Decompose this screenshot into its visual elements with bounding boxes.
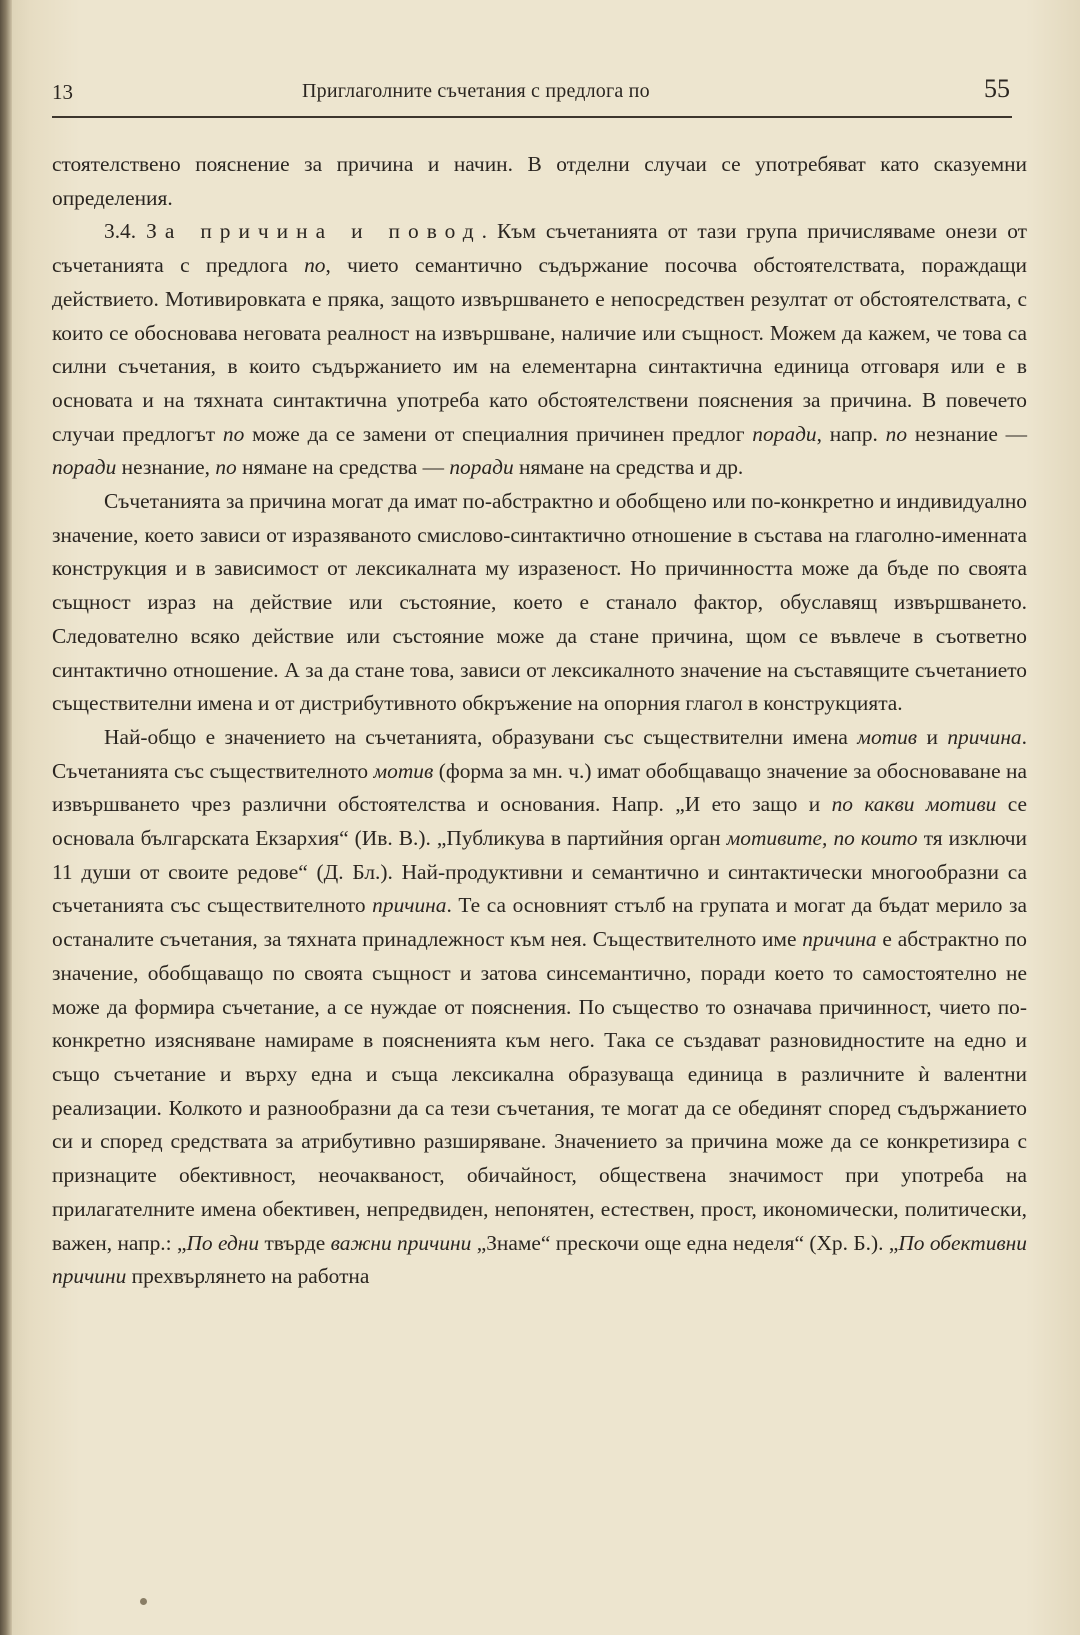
italic-term: по какви мотиви [831,792,997,817]
italic-term: поради [752,421,817,446]
italic-term: по [215,455,237,480]
text-run: (форма за мн. ч.) имат обобщаващо значение за обосноваване на извършването чрез различни обстоятелства и основания. Напр. „И ето защо и [52,758,1027,817]
italic-term: причина [372,893,447,918]
text-run: прехвърлянето на работна [126,1264,370,1289]
book-spine-shadow [0,0,12,1635]
italic-term: По обективни причини [52,1230,1027,1289]
italic-term: мотивите, по които [726,826,918,851]
text-run: твърде [259,1230,331,1255]
italic-term: По едни [186,1230,260,1255]
text-run: стоятелствено пояснение за причина и начин. В отделни случаи се употребяват като сказуемни определения. [52,152,1027,210]
text-run: се основала българската Екзархия“ (Ив. В.). „Публикува в партийния орган [52,792,1027,851]
text-run: незнание, [116,455,216,480]
italic-term: причина [947,724,1022,749]
italic-term: по [222,421,245,446]
text-run: тя изключи 11 души от своите редове“ (Д. Бл.). Най-продуктивни и семантично и синтактически многообразни са съчетанията със съществителното [52,826,1028,918]
paragraph-continuation [52,148,1027,215]
paragraph-motive-and-cause [52,721,1027,1294]
text-run: Най-общо е значението на съчетанията, образувани със съществителни имена [104,724,858,749]
spaced-heading: За причина и повод [146,219,482,244]
body-text [52,148,1027,1294]
text-run: . Към съчетанията от тази група причисляваме онези от съчетанията с предлога [52,219,1028,278]
italic-term: мотив [857,724,918,749]
text-run: може да се замени от специалния причинен предлог [244,421,753,446]
page-number: 55 [984,74,1010,103]
text-run: нямане на средства и др. [513,455,744,480]
text-run: незнание — [907,421,1027,446]
paragraph-causal-combinations [52,485,1027,721]
page-speck [140,1598,147,1605]
italic-term: по [885,421,908,446]
italic-term: по [304,253,326,278]
running-title: Приглаголните съчетания с предлога по [302,80,650,102]
text-run: . Те са основният стълб на групата и могат да бъдат мерило за останалите съчетания, за тяхната принадлежност към нея. Съществителното име [52,893,1027,952]
paragraph-section-3-4 [52,215,1027,485]
text-run: . Съчетанията със съществителното [52,724,1027,783]
italic-term: поради [449,455,514,480]
text-run: Съчетанията за причина могат да имат по-абстрактно и обобщено или по-конкретно и индивидуално значение, което зависи от изразяваното смислово-синтактично отношение в състава на глаголно-именната конструкция и в зависимост от лексикалната му изразеност. Но причинността може да бъде по своята същност израз на действие или състояние, което е станало фактор, обуславящ извършването. Следователно всяко действие или състояние може да стане причина, щом се въвлече в съответно синтактично отношение. А за да стане това, зависи от лексикалното значение на съставящите съчетанието съществителни имена и от дистрибутивното обкръжение на опорния глагол в конструкцията. [52,489,1027,716]
section-number: 13 [52,80,73,104]
text-run: 3.4. [104,219,147,244]
text-run: „Знаме“ прескочи още една неделя“ (Хр. Б.). „ [471,1230,899,1255]
header-rule [52,116,1012,118]
text-run: , напр. [816,421,886,446]
text-run: и [917,724,948,749]
text-run: , чието семантично съдържание посочва обстоятелствата, пораждащи действието. Мотивировката е пряка, защото извършването е непосредствен резултат от обстоятелствата, с които се обосновава неговата реалност на извършване, наличие или същност. Можем да кажем, че това са силни съчетания, в които съдържанието им на елементарна синтактична единица отговаря или е в основата и на тяхната синтактична употреба като обстоятелствени пояснения за причина. В повечето случаи предлогът [52,253,1027,446]
italic-term: поради [52,455,117,480]
page-header [52,74,1012,110]
italic-term: мотив [373,758,434,783]
text-run: е абстрактно по значение, обобщаващо по своята същност и затова синсемантично, поради което то самостоятелно не може да формира съчетание, а се нуждае от пояснения. По същество то означава причинност, чието по-конкретно изясняване намираме в поясненията към него. Така се създават разновидностите на едно и също съчетание и върху една и съща лексикална образуваща единица в различните ѝ валентни реализации. Колкото и разнообразни да са тези съчетания, те могат да се обединят според съдържанието си и според средствата за атрибутивно разширяване. Значението за причина може да се конкретизира с признаците обективност, неочакваност, обичайност, обществена значимост при употреба на прилагателните имена обективен, непредвиден, непонятен, естествен, прост, икономически, политически, важен, напр.: „ [52,927,1028,1255]
italic-term: важни причини [330,1230,472,1255]
text-run: нямане на средства — [236,455,450,480]
italic-term: причина [802,927,877,952]
